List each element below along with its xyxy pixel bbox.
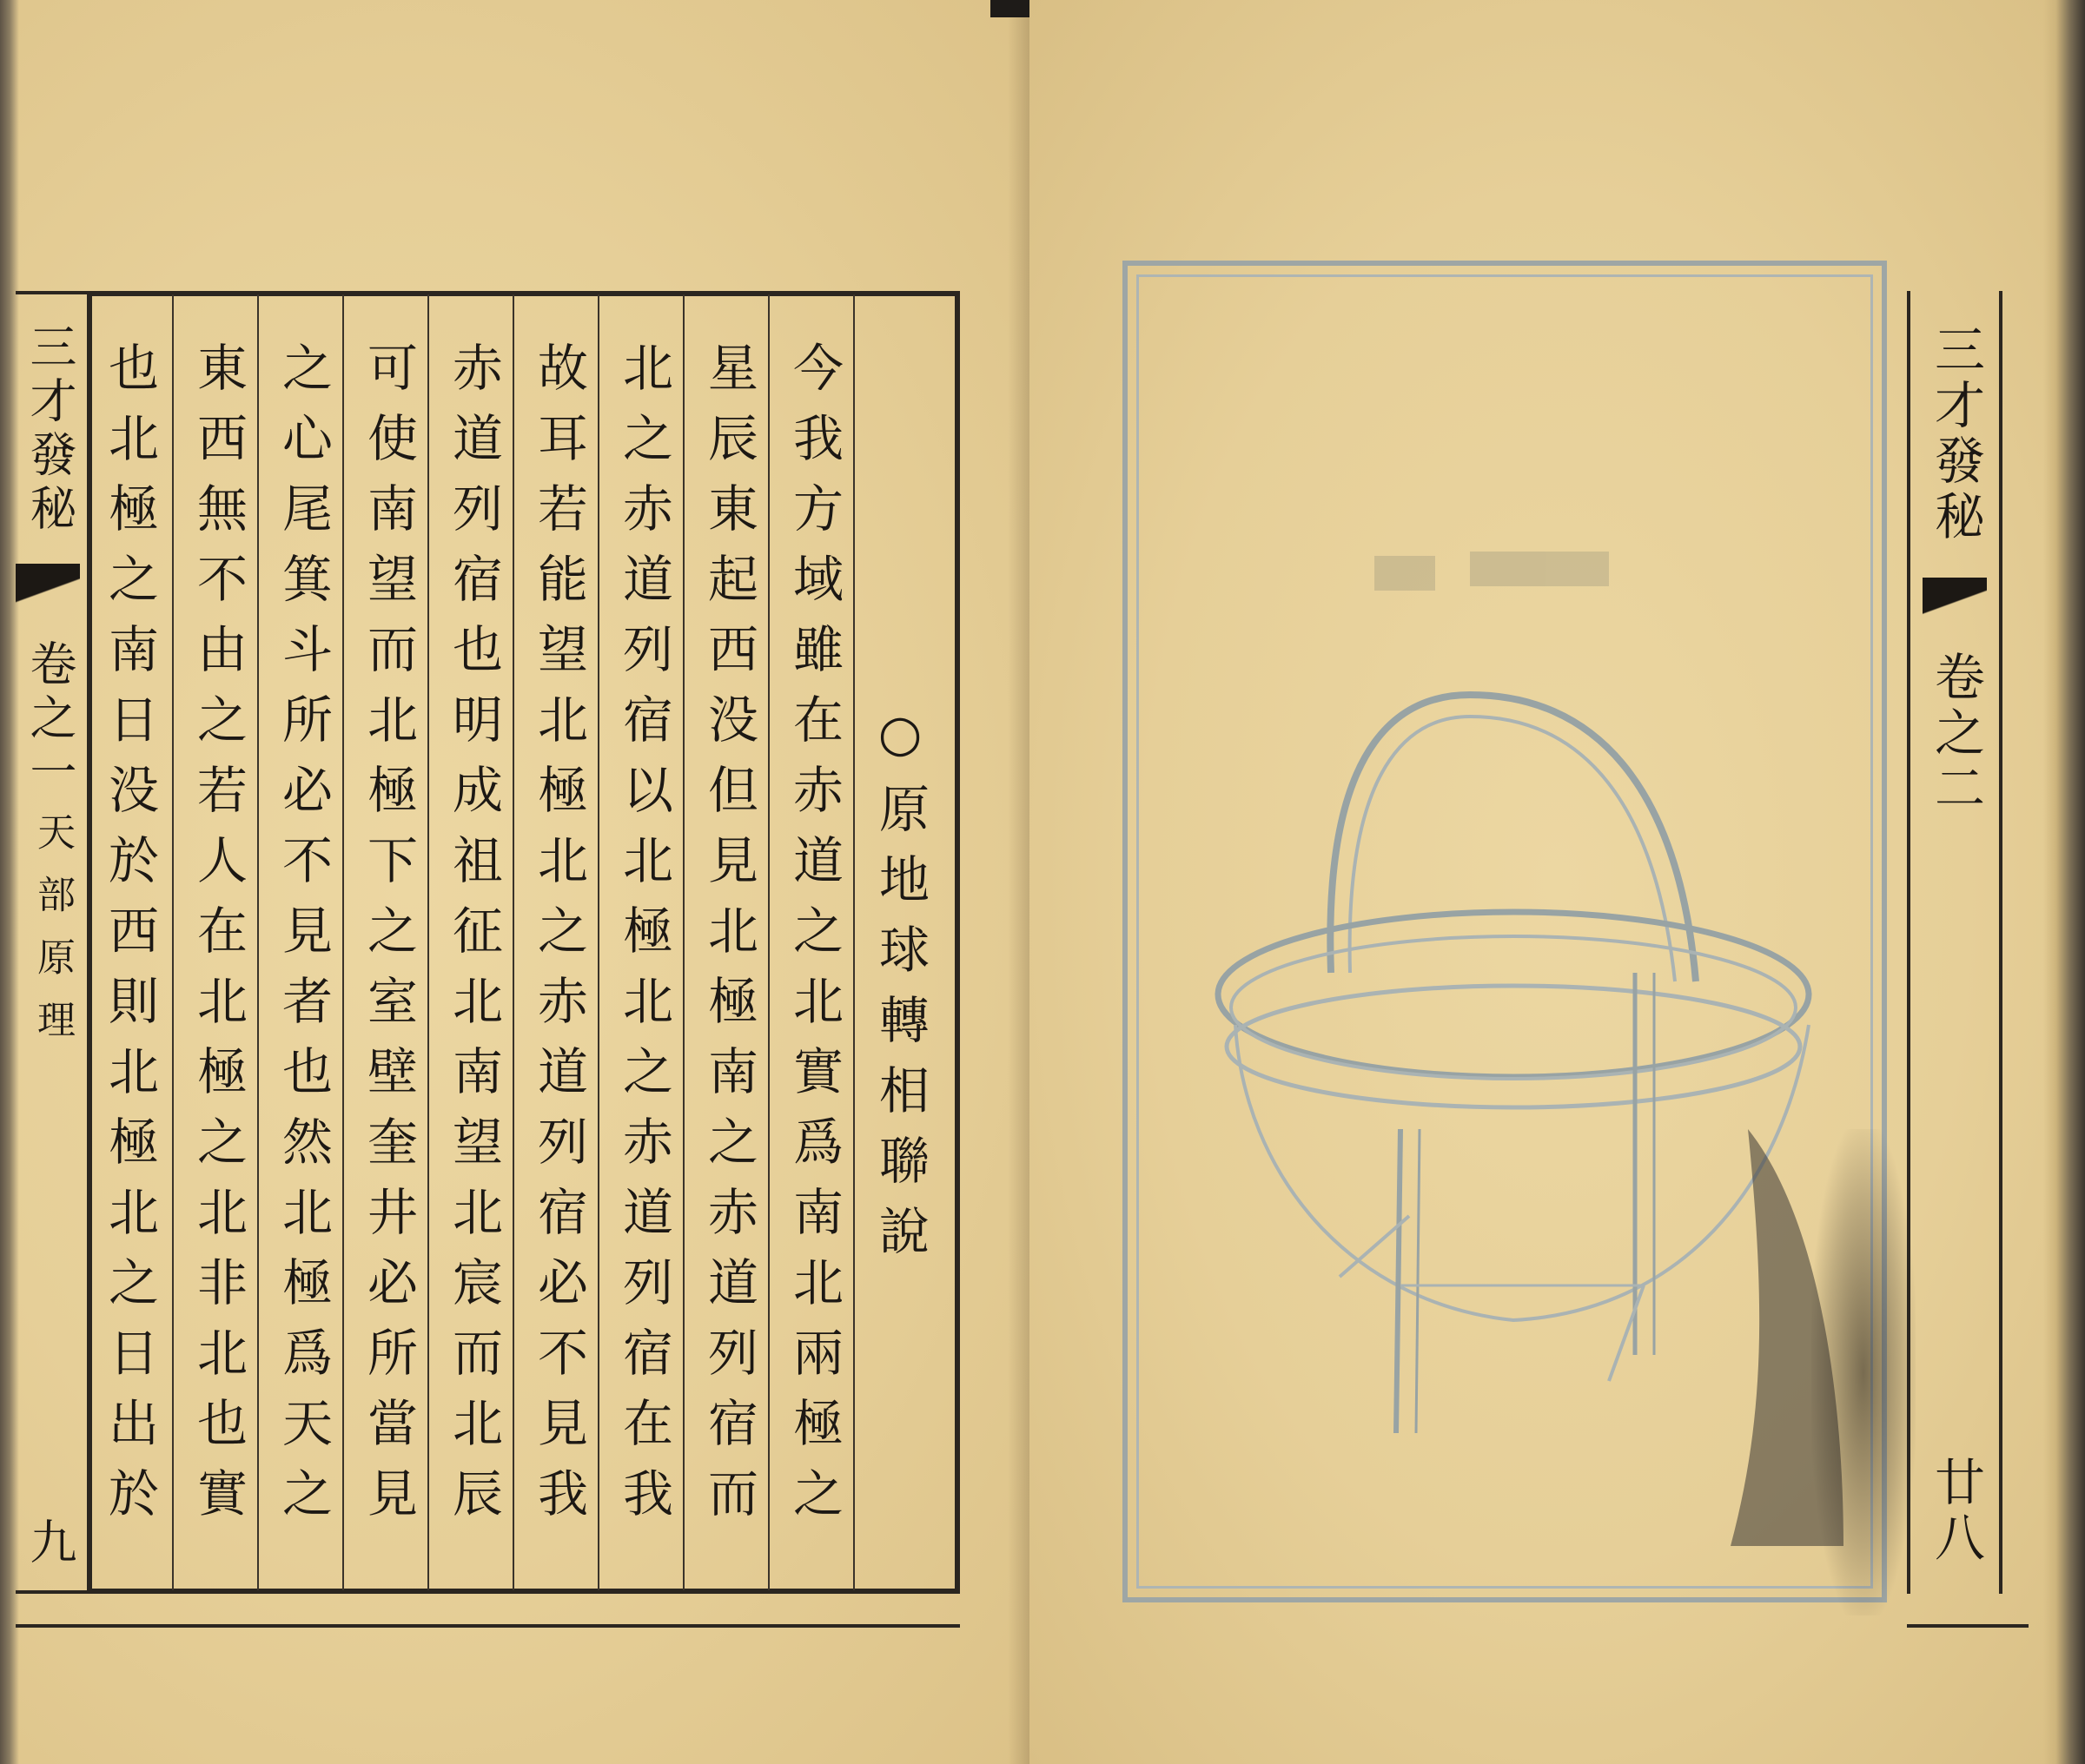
text-column: 今我方域雖在赤道之北實爲南北兩極之 (784, 340, 844, 1537)
left-page-banner (16, 291, 87, 1594)
banner-volume: 卷之二 (1926, 651, 1985, 817)
text-column: 星辰東起西没但見北極南之赤道列宿而 (699, 340, 758, 1537)
armillary-sphere-illustration (1122, 261, 1887, 1602)
right-page-banner (1907, 291, 2002, 1594)
banner-title: 三才發秘 (23, 322, 77, 538)
bottom-border (1907, 1624, 2029, 1628)
bottom-border (16, 1624, 960, 1628)
fishtail-mark (1923, 578, 1987, 625)
text-column: 東西無不由之若人在北極之北非北也實 (189, 340, 248, 1537)
text-column: 赤道列宿也明成祖征北南望北宸而北辰 (444, 340, 503, 1537)
ink-smudge (1811, 1129, 1916, 1615)
column-rule (172, 294, 174, 1590)
left-page (0, 0, 1029, 1764)
book-edge-right (2043, 0, 2085, 1764)
illustration-frame (1122, 261, 1887, 1602)
text-frame (87, 291, 960, 1594)
text-column: 可使南望而北極下之室壁奎井必所當見 (359, 340, 418, 1537)
text-column: 北之赤道列宿以北極北之赤道列宿在我 (614, 340, 673, 1537)
banner-title: 三才發秘 (1926, 323, 1985, 545)
text-column: 之心尾箕斗所必不見者也然北極爲天之 (274, 340, 333, 1537)
banner-page-number: 廿八 (1926, 1456, 1985, 1567)
fishtail-mark (16, 564, 80, 616)
text-column: 故耳若能望北極北之赤道列宿必不見我 (529, 340, 588, 1537)
text-column-heading: ○原地球轉相聯說 (870, 704, 930, 1275)
banner-page-number: 九 (23, 1517, 77, 1564)
banner-section: 天部原理 (30, 812, 75, 1062)
text-column: 也北極之南日没於西則北極北之日出於 (100, 340, 159, 1537)
banner-volume: 卷之一 (23, 639, 77, 801)
